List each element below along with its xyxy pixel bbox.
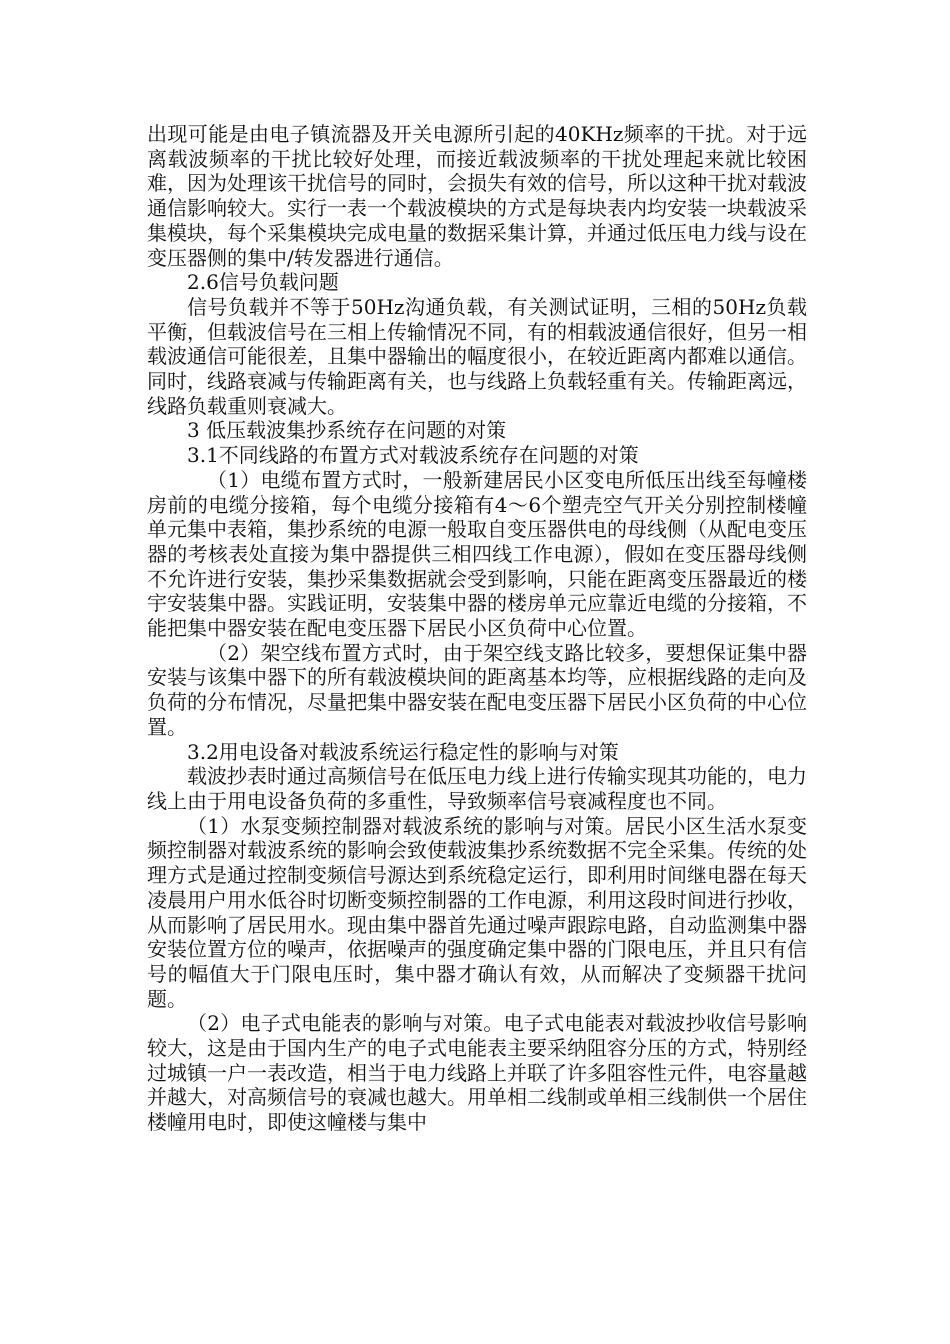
section-heading-3-2: 3.2用电设备对载波系统运行稳定性的影响与对策 bbox=[187, 739, 619, 764]
document-page bbox=[147, 122, 807, 1135]
list-paragraph-cable-layout: （1）电缆布置方式时，一般新建居民小区变电所低压出线至每幢楼房前的电缆分接箱，每个电缆分接箱有4～6个塑壳空气开关分别控制楼幢单元集中表箱，集抄系统的电源一般取自变压器供电的母线侧（从配电变压器的考核表处直接为集中器提供三相四线工作电源），假如在变压器母线侧不允许进行安装，集抄采集数据就会受到影响，只能在距离变压器最近的楼宇安装集中器。实践证明，安装集中器的楼房单元应靠近电缆的分接箱，不能把集中器安装在配电变压器下居民小区负荷中心位置。 bbox=[147, 467, 807, 641]
body-paragraph-2: 信号负载并不等于50Hz沟通负载，有关测试证明，三相的50Hz负载平衡，但载波信号在三相上传输情况不同，有的相载波通信很好，但另一相载波通信可能很差，且集中器输出的幅度很小，在较近距离内都难以通信。同时，线路衰减与传输距离有关，也与线路上负载轻重有关。传输距离远，线路负载重则衰减大。 bbox=[147, 294, 807, 418]
body-paragraph-3: 载波抄表时通过高频信号在低压电力线上进行传输实现其功能的，电力线上由于用电设备负荷的多重性，导致频率信号衰减程度也不同。 bbox=[147, 764, 807, 813]
list-paragraph-overhead-layout: （2）架空线布置方式时，由于架空线支路比较多，要想保证集中器安装与该集中器下的所有载波模块间的距离基本均等，应根据线路的走向及负荷的分布情况，尽量把集中器安装在配电变压器下居民小区负荷的中心位置。 bbox=[147, 640, 807, 739]
list-paragraph-pump-controller: （1）水泵变频控制器对载波系统的影响与对策。居民小区生活水泵变频控制器对载波系统的影响会致使载波集抄系统数据不完全采集。传统的处理方式是通过控制变频信号源达到系统稳定运行，即利用时间继电器在每天凌晨用户用水低谷时切断变频控制器的工作电源，利用这段时间进行抄收，从而影响了居民用水。现由集中器首先通过噪声跟踪电路，自动监测集中器安装位置方位的噪声，依据噪声的强度确定集中器的门限电压，并且只有信号的幅值大于门限电压时，集中器才确认有效，从而解决了变频器干扰问题。 bbox=[147, 813, 807, 1011]
list-paragraph-electronic-meter: （2）电子式电能表的影响与对策。电子式电能表对载波抄收信号影响较大，这是由于国内生产的电子式电能表主要采纳阻容分压的方式，特别经过城镇一户一表改造，相当于电力线路上并联了许多阻容性元件，电容量越并越大，对高频信号的衰减也越大。用单相二线制或单相三线制供一个居住楼幢用电时，即使这幢楼与集中 bbox=[147, 1011, 807, 1135]
body-paragraph-1: 出现可能是由电子镇流器及开关电源所引起的40KHz频率的干扰。对于远离载波频率的干扰比较好处理，而接近载波频率的干扰处理起来就比较困难，因为处理该干扰信号的同时，会损失有效的信号，所以这种干扰对载波通信影响较大。实行一表一个载波模块的方式是每块表内均安装一块载波采集模块，每个采集模块完成电量的数据采集计算，并通过低压电力线与设在变压器侧的集中/转发器进行通信。 bbox=[147, 122, 807, 270]
section-heading-3-1: 3.1不同线路的布置方式对载波系统存在问题的对策 bbox=[187, 443, 639, 468]
section-heading-3: 3 低压载波集抄系统存在问题的对策 bbox=[187, 418, 507, 443]
section-heading-2-6: 2.6信号负载问题 bbox=[187, 270, 339, 295]
